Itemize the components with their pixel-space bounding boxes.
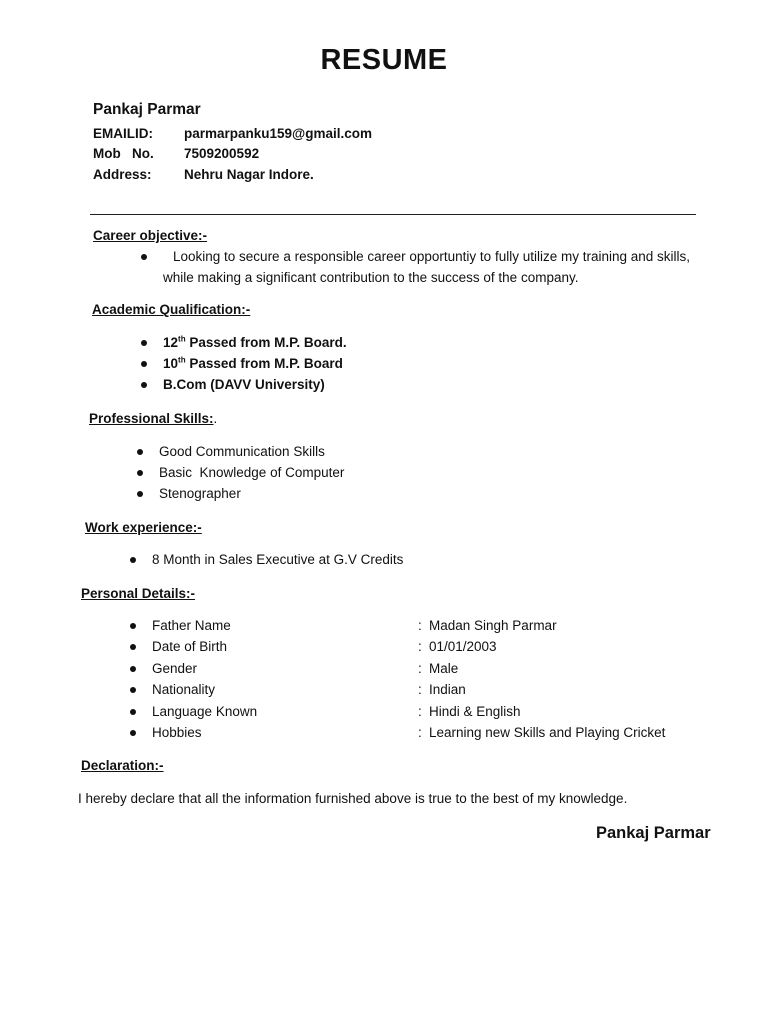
bullet-icon: [141, 382, 147, 388]
skill-item: Basic Knowledge of Computer: [159, 465, 345, 480]
bullet-icon: [137, 449, 143, 455]
bullet-icon: [130, 623, 136, 629]
declaration-text: I hereby declare that all the information furnished above is true to the best of my knowledge.: [78, 791, 628, 806]
skill-item: Good Communication Skills: [159, 444, 325, 459]
personal-value: 01/01/2003: [429, 639, 497, 654]
personal-separator: :: [418, 682, 422, 697]
bullet-icon: [130, 709, 136, 715]
signature: Pankaj Parmar: [596, 824, 711, 842]
email-label: EMAILID:: [93, 126, 153, 141]
personal-label: Nationality: [152, 682, 216, 697]
skills-heading-line: Professional Skills:.: [89, 411, 218, 426]
personal-separator: :: [418, 725, 422, 740]
applicant-name: Pankaj Parmar: [93, 101, 201, 118]
personal-separator: :: [418, 639, 422, 654]
bullet-icon: [137, 470, 143, 476]
bullet-icon: [141, 340, 147, 346]
personal-value: Learning new Skills and Playing Cricket: [429, 725, 666, 740]
personal-label: Gender: [152, 661, 198, 676]
skill-item: Stenographer: [159, 486, 241, 501]
academic-item: 12th Passed from M.P. Board.: [163, 334, 347, 350]
personal-value: Male: [429, 661, 459, 676]
career-text: Looking to secure a responsible career opportuntiy to fully utilize my training and skills, while making a significant contribution to the success of the company.: [163, 249, 691, 285]
bullet-icon: [130, 557, 136, 563]
personal-label: Hobbies: [152, 725, 202, 740]
personal-value: Indian: [429, 682, 466, 697]
bullet-icon: [130, 730, 136, 736]
address-label: Address:: [93, 167, 152, 182]
bullet-icon: [130, 666, 136, 672]
mobile-label: Mob No.: [93, 146, 154, 161]
career-heading: Career objective:-: [93, 228, 208, 243]
personal-separator: :: [418, 704, 422, 719]
declaration-heading: Declaration:-: [81, 758, 164, 773]
personal-heading: Personal Details:-: [81, 586, 196, 601]
divider: [90, 214, 696, 215]
personal-label: Date of Birth: [152, 639, 228, 654]
bullet-icon: [130, 644, 136, 650]
academic-item: B.Com (DAVV University): [163, 377, 325, 392]
academic-heading: Academic Qualification:-: [92, 302, 251, 317]
personal-separator: :: [418, 618, 422, 633]
email-value: parmarpanku159@gmail.com: [184, 126, 372, 141]
work-item: 8 Month in Sales Executive at G.V Credits: [152, 552, 404, 567]
address-value: Nehru Nagar Indore.: [184, 167, 314, 182]
academic-item: 10th Passed from M.P. Board: [163, 355, 343, 371]
personal-value: Hindi & English: [429, 704, 521, 719]
mobile-value: 7509200592: [184, 146, 260, 161]
skills-heading: Professional Skills:: [89, 411, 214, 426]
personal-label: Father Name: [152, 618, 231, 633]
bullet-icon: [141, 361, 147, 367]
bullet-icon: [141, 254, 147, 260]
bullet-icon: [130, 687, 136, 693]
personal-separator: :: [418, 661, 422, 676]
work-heading: Work experience:-: [85, 520, 202, 535]
personal-value: Madan Singh Parmar: [429, 618, 557, 633]
personal-label: Language Known: [152, 704, 258, 719]
bullet-icon: [137, 491, 143, 497]
page-title: RESUME: [320, 44, 448, 76]
